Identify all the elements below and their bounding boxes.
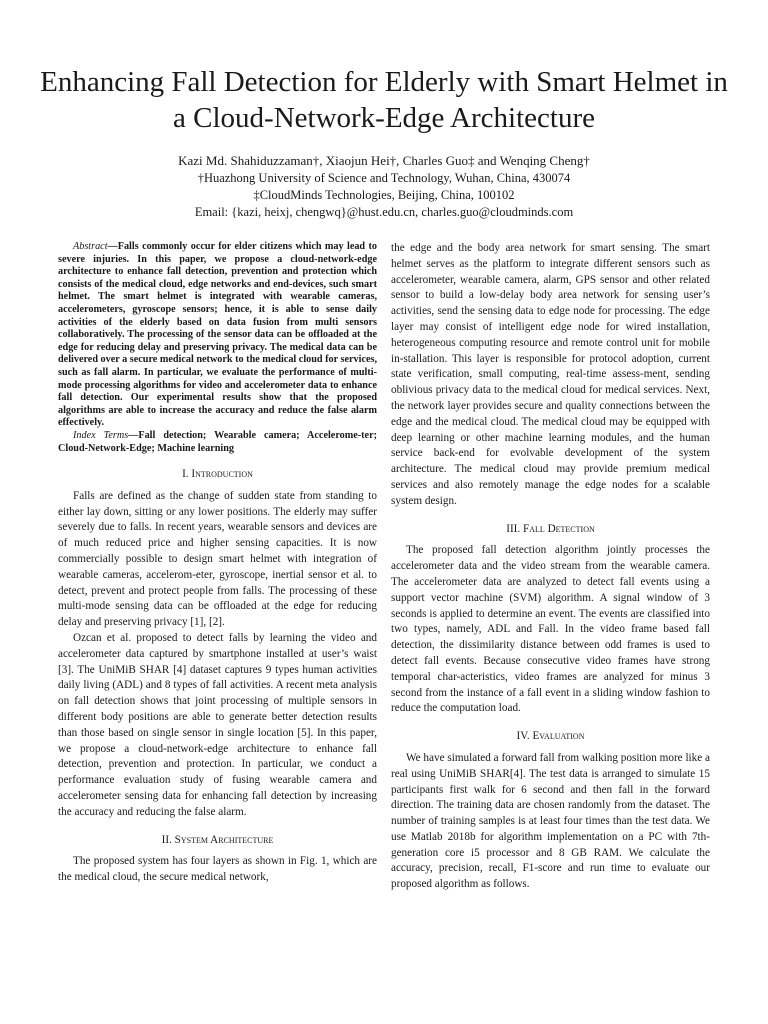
index-terms-label: Index Terms	[73, 429, 129, 441]
affiliation-2: ‡CloudMinds Technologies, Beijing, China, 100102	[253, 188, 515, 202]
left-column	[58, 241, 377, 886]
section-heading-fall: III. Fall Detection	[506, 522, 595, 535]
fall-detection-paragraph: The proposed fall detection algorithm jointly processes the accelerometer data and the video stream from the wearable camera. The accelerometer data are analyzed to detect fall events using a support vector machine (SVM) algorithm. A signal window of 3 seconds is applied to determine an event. The events are classified into two types, namely, ADL and Fall. In the video frame based fall detection, the dissimilarity distance between odd frames is used to detect fall events. Because consecutive video frames have strong temporal char-acteristics, video frames are analyzed for minus 3 second from the instance of a fall event in a sliding window fashion to reduce the computation load.	[391, 544, 710, 715]
affiliation-1: †Huazhong University of Science and Technology, Wuhan, China, 430074	[197, 171, 571, 185]
system-paragraph-start: The proposed system has four layers as shown in Fig. 1, which are the medical cloud, the secure medical network,	[58, 855, 377, 884]
intro-paragraph-2: Ozcan et al. proposed to detect falls by learning the video and accelerometer data captured by smartphone installed at user’s waist [3]. The UniMiB SHAR [4] dataset captures 9 types human activities daily living (ADL) and 8 types of fall activities. A recent meta analysis on fall detection shows that joint processing of multiple sensors in different body positions are able to generate better detection results than those based on single sensor in single location [5]. In this paper, we propose a cloud-network-edge architecture to enhance fall detection, prevention and protection. In particular, we conduct a performance evaluation study of fusing wearable camera and accelerometer sensing data for enhancing fall detection by increasing the accuracy and reducing the false alarm.	[58, 632, 377, 818]
index-terms-text: —Fall detection; Wearable camera; Accelerome-ter; Cloud-Network-Edge; Machine learning	[58, 429, 377, 454]
system-paragraph-continued: the edge and the body area network for smart sensing. The smart helmet serves as the platform to integrate different sensors such as accelerometer, wearable camera, alarm, GPS sensor and other related sensor to build a low-delay body area network for sensing user’s activities, send the sensing data to edge node for processing. The edge layer may consist of intelligent edge node for wired installation, heterogeneous computing resource and remote control unit for mobile in-stallation. This layer is responsible for protocol adoption, current state verification, small computing, real-time assess-ment, sending oblivious privacy data to the medical cloud for medical services. Next, the network layer provides secure and quality connections between the edge and the medical cloud. The medical cloud may be equipped with deep learning or other machine learning modules, and the human service back-end for evolvable development of the system architecture. The medical cloud may provide premium medical services and also remotely manage the edge nodes for a scalable system design.	[391, 242, 710, 507]
evaluation-paragraph: We have simulated a forward fall from walking position more like a real using UniMiB SHAR[4]. The test data is arranged to simulate 15 participants first walk for 6 second and then fall in the forward direction. The training data are chosen randomly from the dataset. The number of training samples is at least four times than the test data. We use Matlab 2018b for algorithm implementation on a PC with 7th-generation core i5 processor and 8 GB RAM. We calculate the accuracy, precision, recall, F1-score and run time to evaluate our proposed algorithm as follows.	[391, 751, 710, 891]
abstract-label: Abstract	[73, 241, 108, 252]
author-block	[40, 152, 728, 221]
abstract	[58, 241, 377, 430]
right-column	[391, 241, 710, 893]
index-terms	[58, 430, 377, 455]
author-email: Email: {kazi, heixj, chengwq}@hust.edu.cn, charles.guo@cloudminds.com	[194, 205, 574, 219]
section-heading-intro: I. Introduction	[182, 468, 253, 481]
intro-paragraph-1: Falls are defined as the change of sudden state from standing to either lay down, sitting or any lower positions. The elderly may suffer severely due to falls. In recent years, wearable sensors and devices are of much reduced price and higher sensing capacities. It is now commercially possible to design smart helmet with integration of wearable cameras, accelerom-eter, gyroscope, inertial sensor et al. to detect, prevent and protect people from falls. The processing of these multi-mode sensing data can be offloaded at the edge for reducing delay and preserving privacy [1], [2].	[58, 489, 377, 629]
paper-title: Enhancing Fall Detection for Elderly with Smart Helmet in a Cloud-Network-Edge Architecture	[40, 66, 728, 134]
author-names: Kazi Md. Shahiduzzaman†, Xiaojun Hei†, Charles Guo‡ and Wenqing Cheng†	[178, 153, 590, 168]
section-heading-system: II. System Architecture	[161, 833, 274, 846]
abstract-text: —Falls commonly occur for elder citizens which may lead to severe injuries. In this paper, we propose a cloud-network-edge architecture to enhance fall detection, prevention and protection which consists of the medical cloud, edge networks and end-devices, such smart helmet. The smart helmet is integrated with wearable cameras, accelerometers, gyroscope sensors; hence, it is able to sense daily activities of the elderly based on data fusion from multi sensors collaboratively. The processing of the sensor data can be offloaded at the edge for reducing delay and preserving privacy. The medical data can be delivered over a secure medical network to the medical cloud for services, such as fall alarm. In particular, we evaluate the performance of multi-mode processing algorithms for video and accelerometer data to enhance fall detection. Our experimental results show that the proposed algorithms are able to increase the accuracy and reduce the false alarm effectively.	[58, 241, 377, 429]
section-heading-eval: IV. Evaluation	[516, 730, 585, 743]
